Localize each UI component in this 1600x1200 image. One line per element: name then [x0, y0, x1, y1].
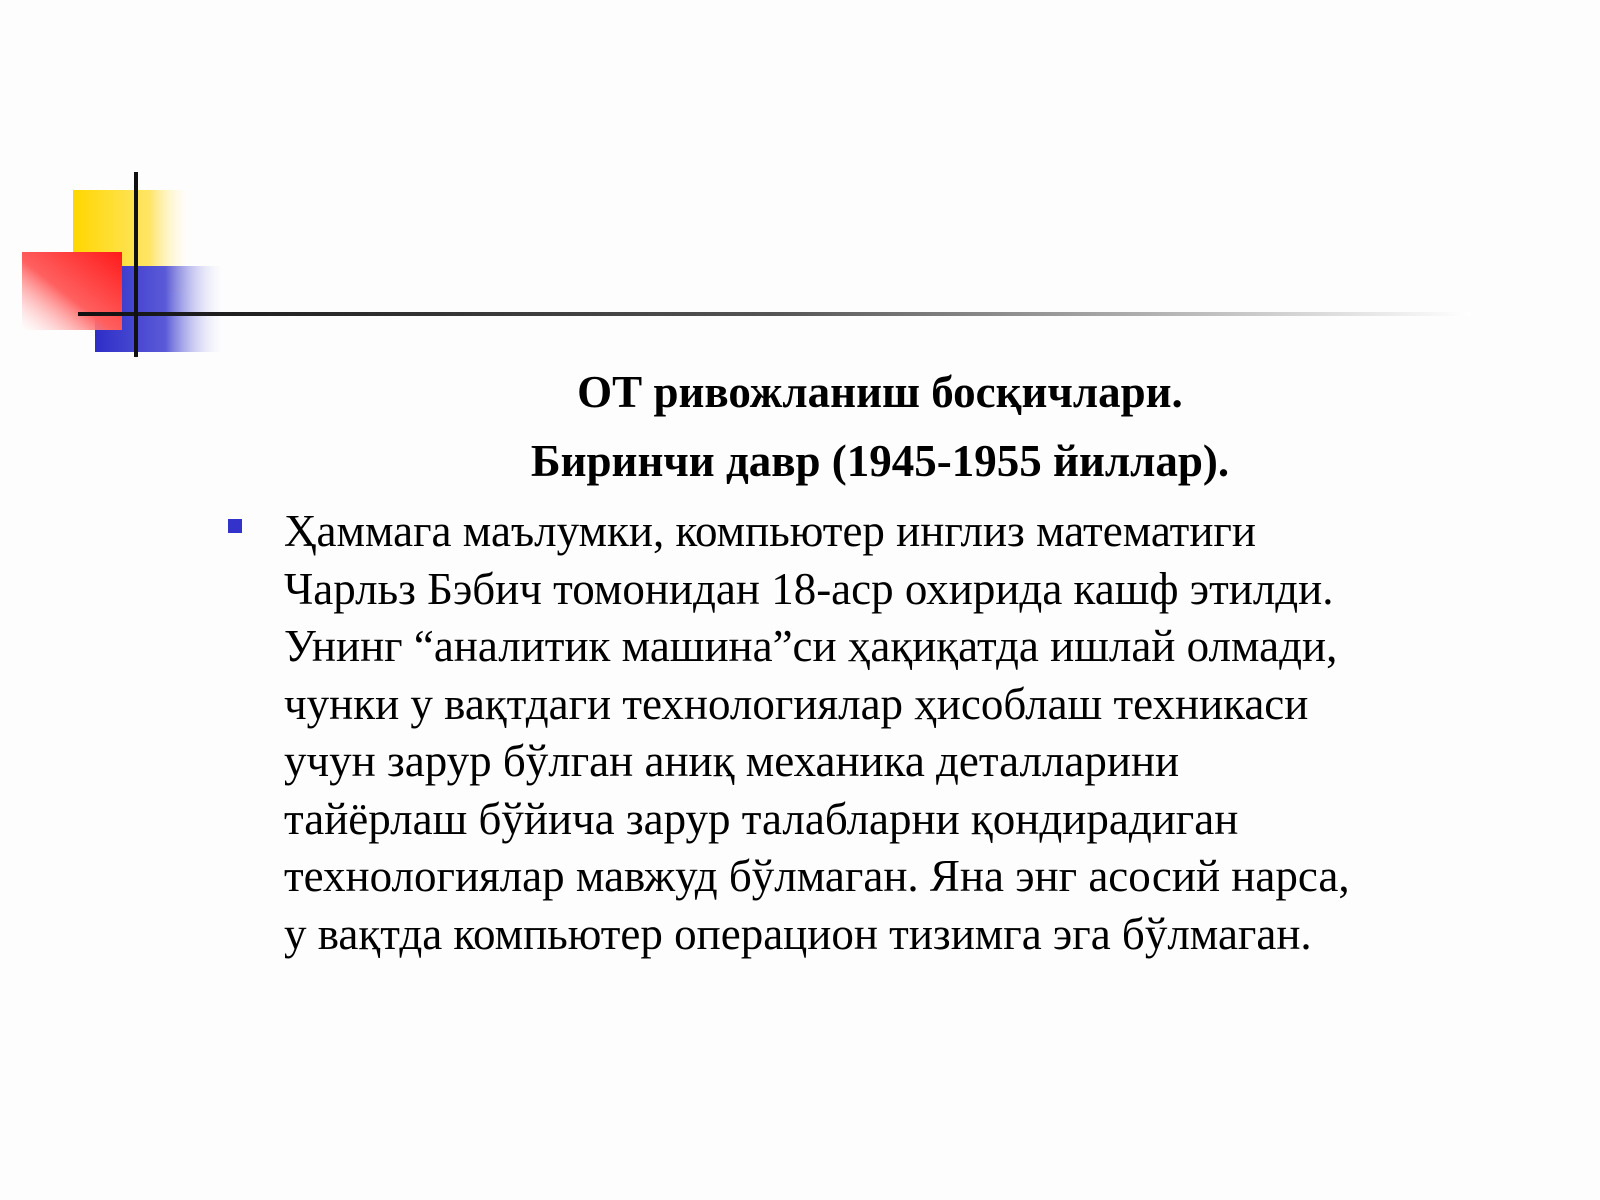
bullet-text-line: чунки у вақтдаги технологиялар ҳисоблаш техникаси — [284, 678, 1309, 729]
bullet-text-line: Унинг “аналитик машина”си ҳақиқатда ишлай олмади, — [284, 621, 1338, 671]
bullet-text-line: у вақтда компьютер операцион тизимга эга бўлмаган. — [284, 908, 1312, 959]
bullet-square-icon — [228, 519, 242, 533]
slide-title — [280, 358, 1480, 496]
decorative-squares-graphic — [0, 0, 1600, 400]
vertical-rule — [134, 172, 138, 357]
horizontal-rule — [78, 312, 1470, 316]
bullet-text-line: технологиялар мавжуд бўлмаган. Яна энг асосий нарса, — [284, 851, 1350, 901]
red-square — [22, 252, 122, 330]
bullet-text-line: тайёрлаш бўйича зарур талабларни қондирадиган — [284, 793, 1239, 844]
bullet-text-line: учун зарур бўлган аниқ механика деталларини — [284, 736, 1180, 786]
bullet-text-line: Чарльз Бэбич томонидан 18-аср охирида кашф этилди. — [284, 563, 1334, 614]
bullet-text-line: Ҳаммага маълумки, компьютер инглиз математиги — [284, 506, 1256, 556]
title-line-1: ОТ ривожланиш босқичлари. — [577, 367, 1183, 417]
bullet-text — [284, 503, 1584, 963]
title-line-2: Биринчи давр (1945-1955 йиллар). — [530, 436, 1230, 486]
